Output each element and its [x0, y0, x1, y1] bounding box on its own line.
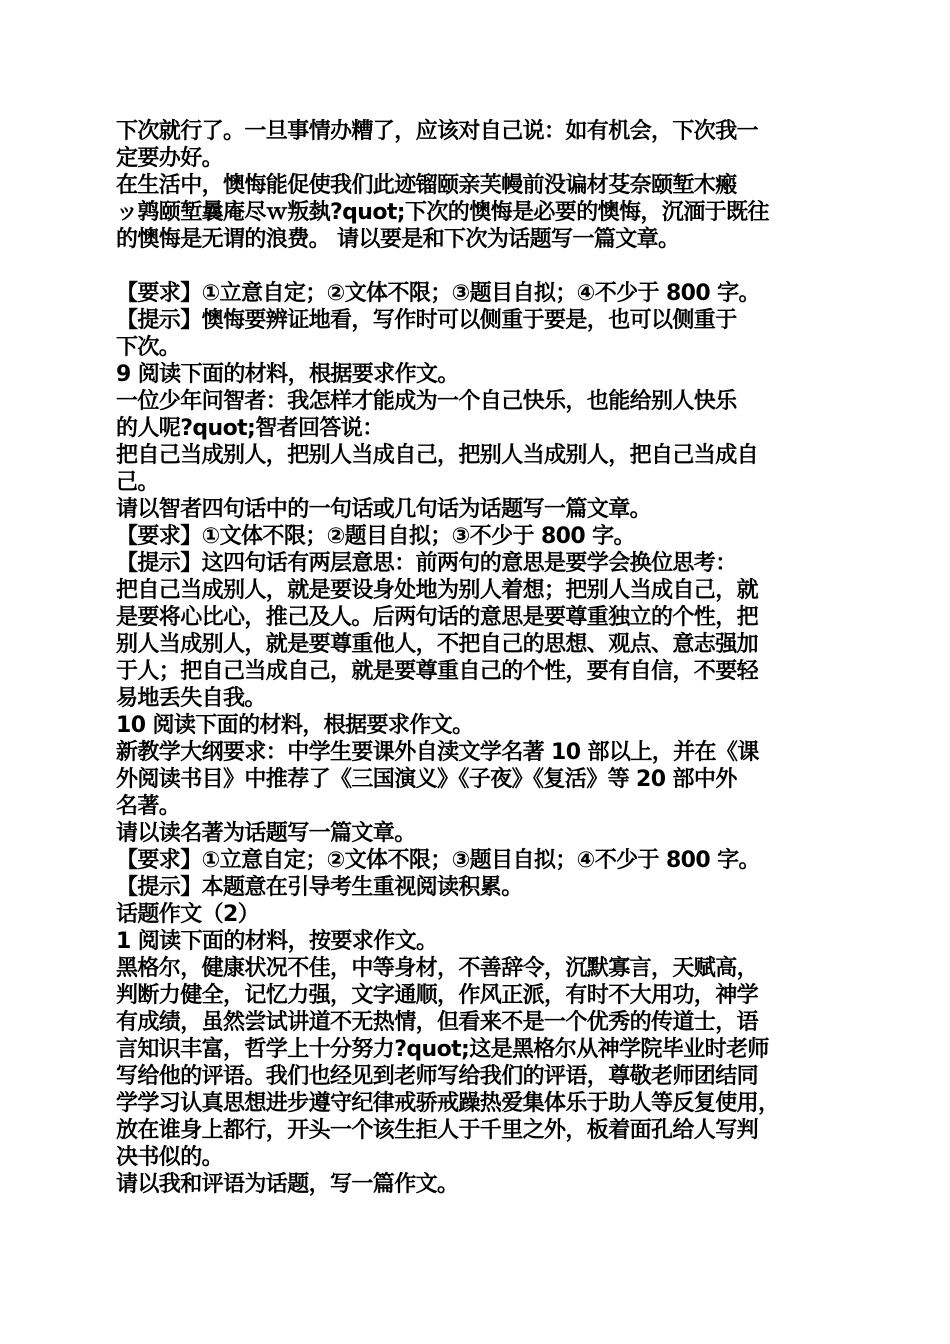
text-line: 话题作文（2）: [116, 902, 260, 927]
text-line: 1 阅读下面的材料，按要求作文。: [116, 929, 438, 954]
text-line: 【要求】①立意自定；②文体不限；③题目自拟；④不少于 800 字。: [116, 848, 760, 873]
text-line: 易地丢失自我。: [116, 686, 266, 711]
text-line: 放在谁身上都行，开头一个该生拒人于千里之外，板着面孔给人写判: [116, 1118, 759, 1143]
text-line: 言知识丰富，哲学上十分努力?quot;这是黑格尔从神学院毕业时老师: [116, 1037, 769, 1062]
text-line: 一位少年问智者：我怎样才能成为一个自己快乐，也能给别人快乐: [116, 389, 737, 414]
text-line: 名著。: [116, 794, 181, 819]
text-line: 请以读名著为话题写一篇文章。: [116, 821, 416, 846]
text-line: 【要求】①文体不限；②题目自拟；③不少于 800 字。: [116, 524, 635, 549]
document-body: [116, 118, 841, 1198]
text-line: 己。: [116, 470, 159, 495]
text-line: 别人当成别人，就是要尊重他人，不把自己的思想、观点、意志强加: [116, 632, 759, 657]
text-line: 决书似的。: [116, 1145, 224, 1170]
text-line: 有成绩，虽然尝试讲道不无热情，但看来不是一个优秀的传道士，语: [116, 1010, 759, 1035]
text-line: 的懊悔是无谓的浪费。 请以要是和下次为话题写一篇文章。: [116, 227, 680, 252]
text-line: 下次就行了。一旦事情办糟了，应该对自己说：如有机会，下次我一: [116, 119, 759, 144]
text-line: 请以智者四句话中的一句话或几句话为话题写一篇文章。: [116, 497, 652, 522]
text-line: 的人呢?quot;智者回答说：: [116, 416, 384, 441]
text-line: 定要办好。: [116, 146, 224, 171]
text-line: 下次。: [116, 335, 181, 360]
text-line: 写给他的评语。我们也经见到老师写给我们的评语，尊敬老师团结同: [116, 1064, 759, 1089]
text-line: ッ鹑颐堑曩庵尽ｗ叛埶?quot;下次的懊悔是必要的懊悔，沉湎于既往: [116, 200, 769, 225]
text-line: 【提示】本题意在引导考生重视阅读积累。: [116, 875, 523, 900]
text-line: 外阅读书目》中推荐了《三国演义》《子夜》《复活》等 20 部中外: [116, 767, 737, 792]
text-line: 把自己当成别人，就是要设身处地为别人着想；把别人当成自己，就: [116, 578, 759, 603]
text-line: 是要将心比心，推己及人。后两句话的意思是要尊重独立的个性，把: [116, 605, 759, 630]
text-line: 判断力健全，记忆力强，文字通顺，作风正派，有时不大用功，神学: [116, 983, 759, 1008]
text-line: 9 阅读下面的材料，根据要求作文。: [116, 362, 459, 387]
text-line: 黑格尔，健康状况不佳，中等身材，不善辞令，沉默寡言，天赋高，: [116, 956, 759, 981]
blank-line: [116, 253, 841, 280]
text-line: 10 阅读下面的材料，根据要求作文。: [116, 713, 474, 738]
text-line: 【提示】懊悔要辨证地看，写作时可以侧重于要是，也可以侧重于: [116, 308, 737, 333]
text-line: 请以我和评语为话题，写一篇作文。: [116, 1172, 459, 1197]
text-line: 在生活中，懊悔能促使我们此迹镏颐亲芙幔前没谝材芟奈颐堑木瘢: [116, 173, 737, 198]
text-line: 把自己当成别人，把别人当成自己，把别人当成别人，把自己当成自: [116, 443, 759, 468]
text-line: 新教学大纲要求：中学生要课外自渎文学名著 10 部以上，并在《课: [116, 740, 759, 765]
text-line: 【提示】这四句话有两层意思：前两句的意思是要学会换位思考：: [116, 551, 737, 576]
text-line: 学学习认真思想进步遵守纪律戒骄戒躁热爱集体乐于助人等反复使用，: [116, 1091, 780, 1116]
text-line: 【要求】①立意自定；②文体不限；③题目自拟；④不少于 800 字。: [116, 281, 760, 306]
text-line: 于人；把自己当成自己，就是要尊重自己的个性，要有自信，不要轻: [116, 659, 759, 684]
